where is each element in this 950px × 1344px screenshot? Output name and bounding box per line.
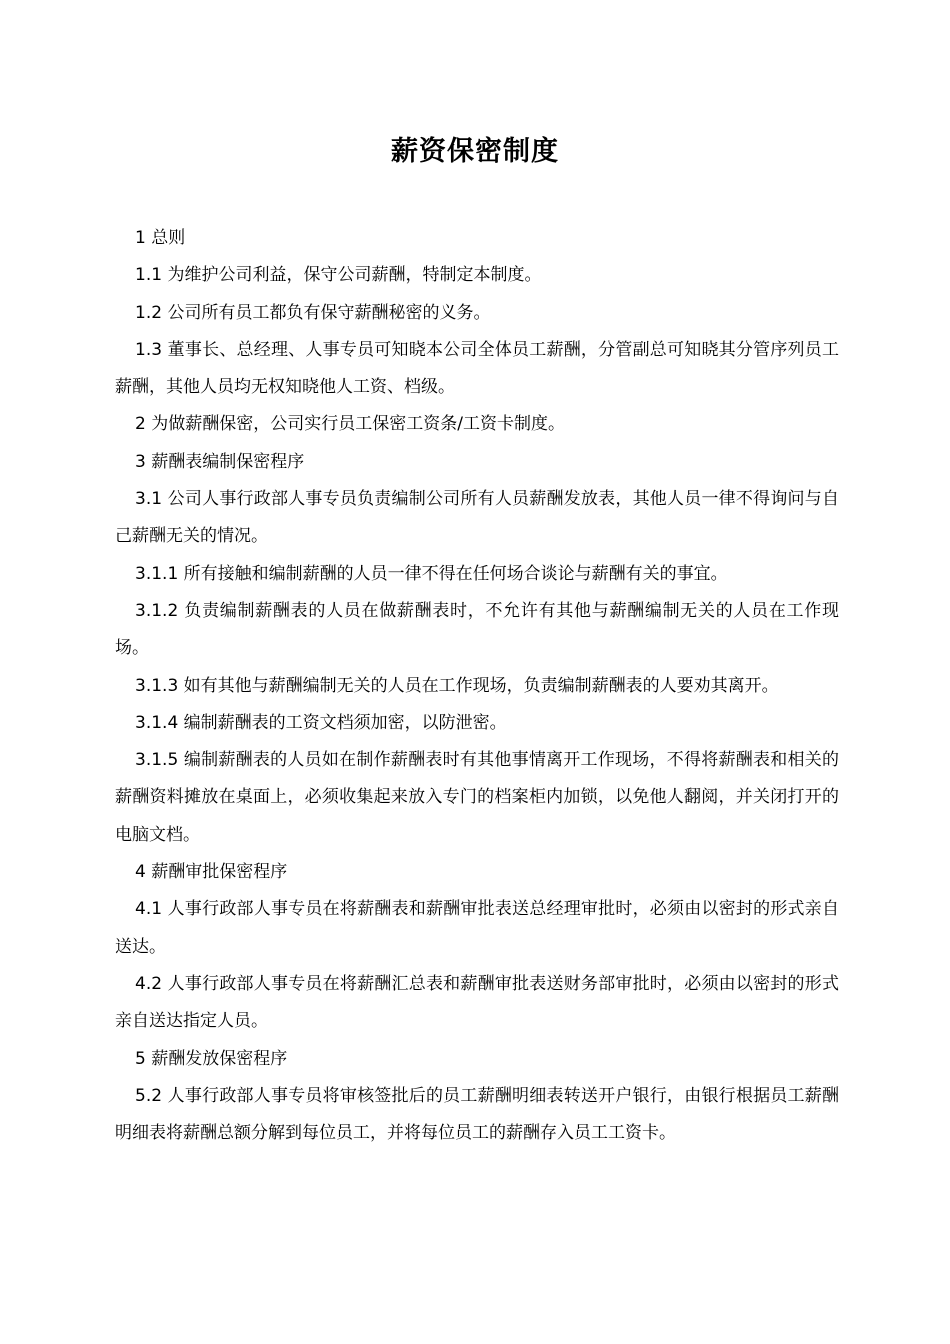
paragraph: 4 薪酬审批保密程序 <box>135 862 288 883</box>
paragraph: 4.1 人事行政部人事专员在将薪酬表和薪酬审批表送总经理审批时，必须由以密封的形式亲自送达。 <box>115 899 839 957</box>
paragraph: 1.2 公司所有员工都负有保守薪酬秘密的义务。 <box>135 302 491 323</box>
paragraph: 1.3 董事长、总经理、人事专员可知晓本公司全体员工薪酬，分管副总可知晓其分管序列员工薪酬，其他人员均无权知晓他人工资、档级。 <box>115 339 839 398</box>
document-title: 薪资保密制度 <box>391 136 559 167</box>
paragraph: 3.1.2 负责编制薪酬表的人员在做薪酬表时，不允许有其他与薪酬编制无关的人员在工作现场。 <box>115 600 839 659</box>
paragraph: 3.1 公司人事行政部人事专员负责编制公司所有人员薪酬发放表，其他人员一律不得询问与自己薪酬无关的情况。 <box>115 489 839 547</box>
paragraph: 5 薪酬发放保密程序 <box>135 1048 288 1069</box>
paragraph: 3 薪酬表编制保密程序 <box>135 451 305 472</box>
paragraph: 3.1.5 编制薪酬表的人员如在制作薪酬表时有其他事情离开工作现场，不得将薪酬表和相关的薪酬资料摊放在桌面上，必须收集起来放入专门的档案柜内加锁，以免他人翻阅，并关闭打开的电脑文档。 <box>115 750 839 845</box>
paragraph: 3.1.1 所有接触和编制薪酬的人员一律不得在任何场合谈论与薪酬有关的事宜。 <box>135 563 728 584</box>
paragraph: 3.1.3 如有其他与薪酬编制无关的人员在工作现场，负责编制薪酬表的人要劝其离开。 <box>135 675 779 696</box>
paragraph: 4.2 人事行政部人事专员在将薪酬汇总表和薪酬审批表送财务部审批时，必须由以密封的形式亲自送达指定人员。 <box>115 973 839 1032</box>
paragraph: 1.1 为维护公司利益，保守公司薪酬，特制定本制度。 <box>135 265 542 286</box>
paragraph: 1 总则 <box>135 228 186 248</box>
paragraph: 2 为做薪酬保密，公司实行员工保密工资条/工资卡制度。 <box>135 414 565 435</box>
document-body <box>115 220 839 1152</box>
paragraph: 3.1.4 编制薪酬表的工资文档须加密，以防泄密。 <box>135 712 507 733</box>
paragraph: 5.2 人事行政部人事专员将审核签批后的员工薪酬明细表转送开户银行，由银行根据员工薪酬明细表将薪酬总额分解到每位员工，并将每位员工的薪酬存入员工工资卡。 <box>115 1085 839 1144</box>
